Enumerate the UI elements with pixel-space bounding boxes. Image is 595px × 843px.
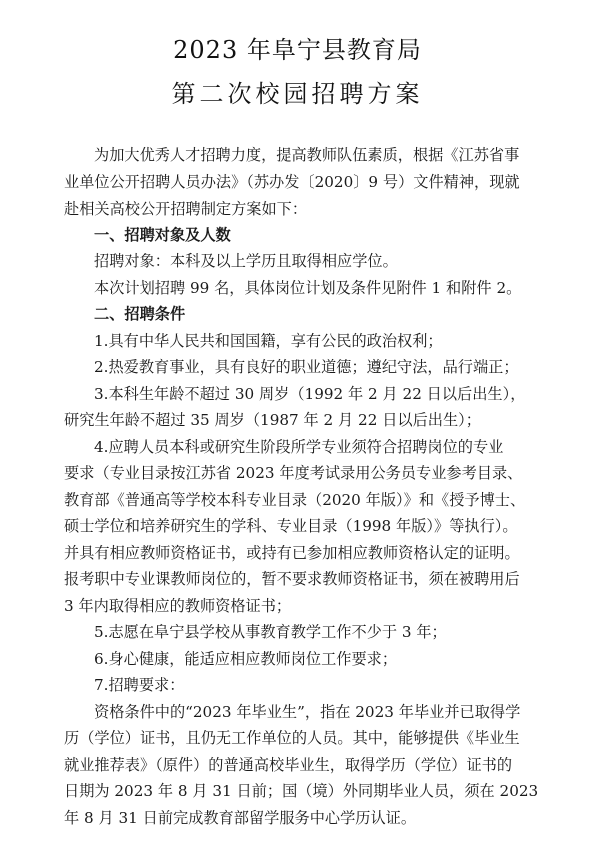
paragraph-line: 3 年内取得相应的教师资格证书； bbox=[64, 597, 292, 615]
paragraph-line: 为加大优秀人才招聘力度，提高教师队伍素质，根据《江苏省事 bbox=[94, 146, 520, 164]
list-item: 2.热爱教育事业，具有良好的职业道德；遵纪守法，品行端正； bbox=[94, 358, 519, 376]
paragraph-line: 研究生年龄不超过 35 周岁（1987 年 2 月 22 日以后出生）； bbox=[64, 411, 481, 429]
section-heading: 二、招聘条件 bbox=[94, 305, 186, 323]
paragraph-line: 招聘对象：本科及以上学历且取得相应学位。 bbox=[94, 252, 398, 270]
paragraph-line: 报考职中专业课教师岗位的，暂不要求教师资格证书，须在被聘用后 bbox=[64, 570, 520, 588]
list-item: 4.应聘人员本科或研究生阶段所学专业须符合招聘岗位的专业 bbox=[94, 438, 504, 456]
list-item: 1.具有中华人民共和国国籍，享有公民的政治权利； bbox=[94, 332, 443, 350]
list-item: 3.本科生年龄不超过 30 周岁（1992 年 2 月 22 日以后出生）， bbox=[94, 385, 526, 403]
section-heading: 一、招聘对象及人数 bbox=[94, 226, 231, 244]
document-title-line2: 第二次校园招聘方案 bbox=[171, 80, 424, 108]
paragraph-line: 资格条件中的“2023 年毕业生”，指在 2023 年毕业并已取得学 bbox=[94, 703, 521, 721]
document-title-line1: 2023 年阜宁县教育局 bbox=[173, 36, 422, 64]
paragraph-line: 本次计划招聘 99 名，具体岗位计划及条件见附件 1 和附件 2。 bbox=[94, 279, 522, 297]
paragraph-line: 要求（专业目录按江苏省 2023 年度考试录用公务员专业参考目录、 bbox=[64, 464, 523, 482]
paragraph-line: 就业推荐表》（原件）的普通高校毕业生，取得学历（学位）证书的 bbox=[64, 756, 513, 774]
paragraph-line: 历（学位）证书，且仍无工作单位的人员。其中，能够提供《毕业生 bbox=[64, 729, 520, 747]
paragraph-line: 硕士学位和培养研究生的学科、专业目录（1998 年版）》等执行）。 bbox=[64, 517, 518, 535]
paragraph-line: 业单位公开招聘人员办法》（苏办发〔2020〕9 号）文件精神，现就 bbox=[64, 173, 520, 191]
paragraph-line: 赴相关高校公开招聘制定方案如下： bbox=[64, 200, 307, 218]
paragraph-line: 年 8 月 31 日前完成教育部留学服务中心学历认证。 bbox=[64, 809, 417, 827]
paragraph-line: 并具有相应教师资格证书，或持有已参加相应教师资格认定的证明。 bbox=[64, 544, 520, 562]
paragraph-line: 教育部《普通高等学校本科专业目录（2020 年版）》和《授予博士、 bbox=[64, 491, 526, 509]
list-item: 5.志愿在阜宁县学校从事教育教学工作不少于 3 年； bbox=[94, 623, 447, 641]
list-item: 7.招聘要求： bbox=[94, 676, 185, 694]
paragraph-line: 日期为 2023 年 8 月 31 日前；国（境）外同期毕业人员，须在 2023 bbox=[64, 782, 539, 800]
list-item: 6.身心健康，能适应相应教师岗位工作要求； bbox=[94, 650, 398, 668]
